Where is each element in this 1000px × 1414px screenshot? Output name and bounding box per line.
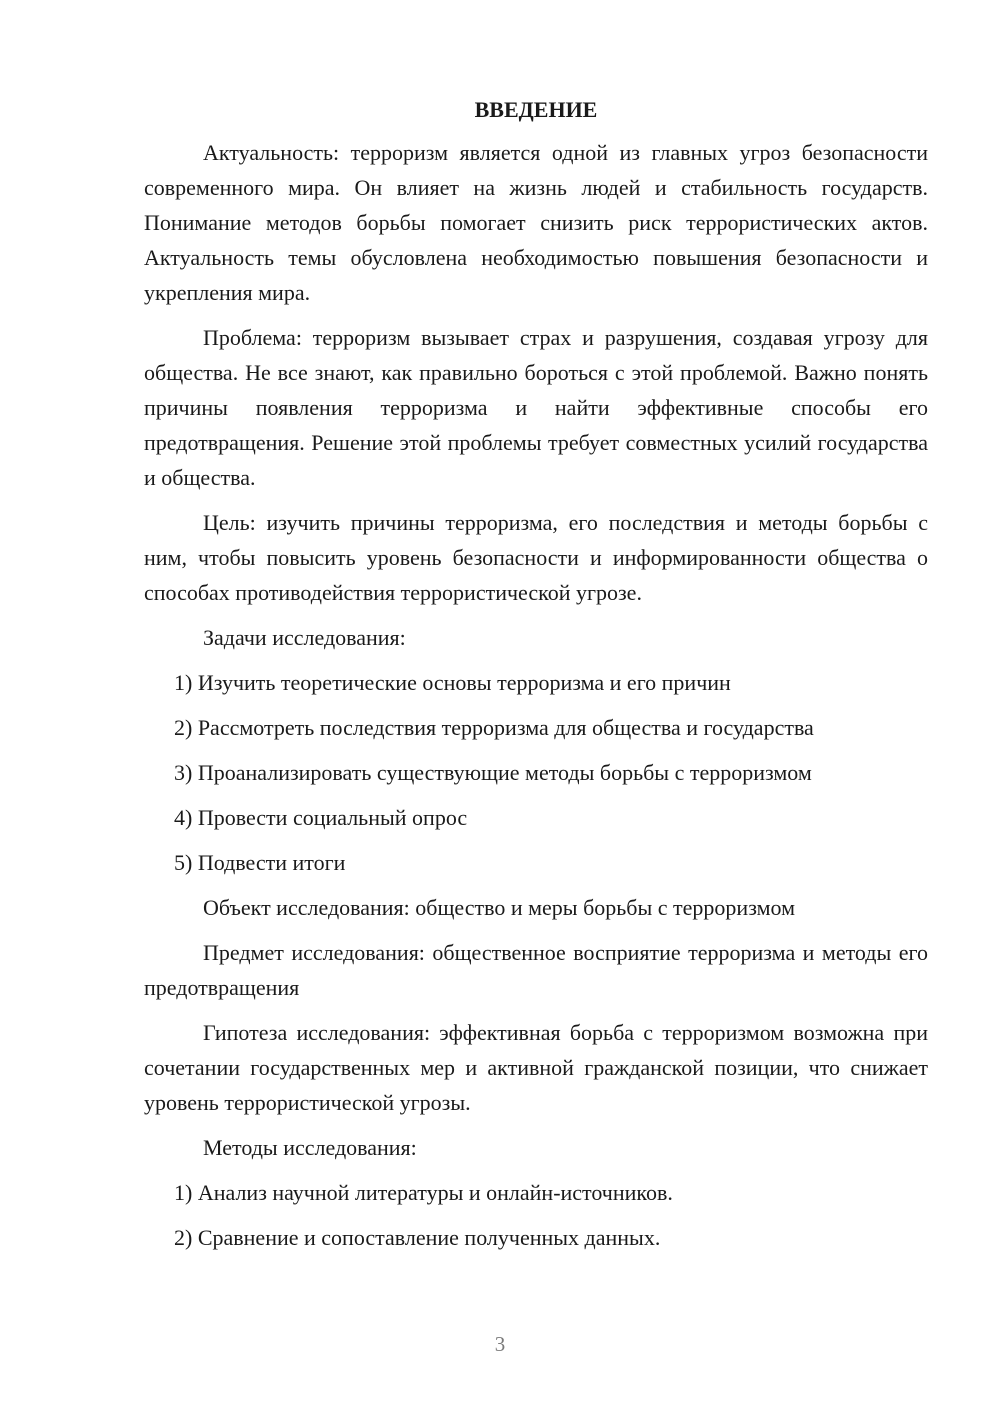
methods-list xyxy=(144,1175,928,1255)
document-page xyxy=(144,92,928,1265)
paragraph-problem: Проблема: терроризм вызывает страх и разрушения, создавая угрозу для общества. Не все знают, как правильно бороться с этой проблемой. Важно понять причины появления терроризма и найти эффективные способы его предотвращения. Решение этой проблемы требует совместных усилий государства и общества. xyxy=(144,325,928,490)
paragraph-subject: Предмет исследования: общественное восприятие терроризма и методы его предотвращения xyxy=(144,940,928,1000)
list-item: 2) Сравнение и сопоставление полученных данных. xyxy=(174,1225,661,1250)
list-item: 1) Изучить теоретические основы терроризма и его причин xyxy=(174,670,731,695)
paragraph-hypothesis: Гипотеза исследования: эффективная борьба с терроризмом возможна при сочетании государственных мер и активной гражданской позиции, что снижает уровень террористической угрозы. xyxy=(144,1020,928,1115)
tasks-list xyxy=(144,665,928,880)
methods-heading: Методы исследования: xyxy=(203,1135,417,1160)
page-title: ВВЕДЕНИЕ xyxy=(474,97,598,122)
list-item: 3) Проанализировать существующие методы борьбы с терроризмом xyxy=(174,760,812,785)
page-number: 3 xyxy=(494,1332,506,1356)
list-item: 4) Провести социальный опрос xyxy=(174,805,468,830)
paragraph-goal: Цель: изучить причины терроризма, его последствия и методы борьбы с ним, чтобы повысить уровень безопасности и информированности общества о способах противодействия террористической угрозе. xyxy=(144,510,928,605)
tasks-heading: Задачи исследования: xyxy=(203,625,406,650)
paragraph-object: Объект исследования: общество и меры борьбы с терроризмом xyxy=(203,895,796,920)
list-item: 2) Рассмотреть последствия терроризма для общества и государства xyxy=(174,715,814,740)
list-item: 1) Анализ научной литературы и онлайн-источников. xyxy=(174,1180,673,1205)
paragraph-relevance: Актуальность: терроризм является одной из главных угроз безопасности современного мира. Он влияет на жизнь людей и стабильность государств. Понимание методов борьбы помогает снизить риск террористических актов. Актуальность темы обусловлена необходимостью повышения безопасности и укрепления мира. xyxy=(144,140,928,305)
list-item: 5) Подвести итоги xyxy=(174,850,346,875)
